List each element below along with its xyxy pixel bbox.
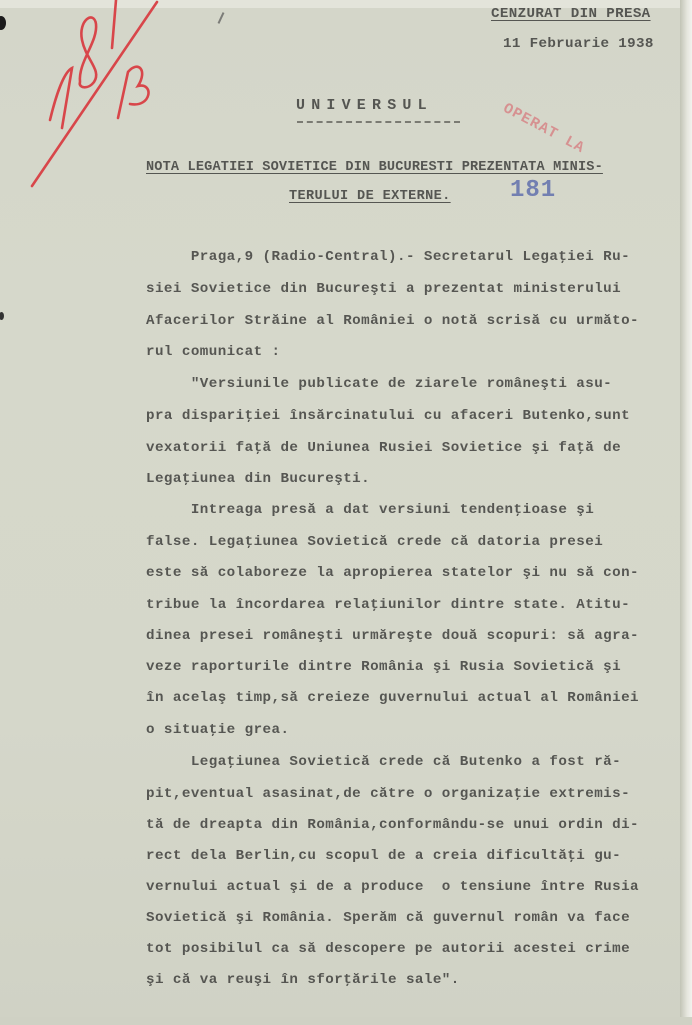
body-line: pra dispariţiei însărcinatului cu afaceri Butenko,sunt (146, 408, 631, 424)
scan-right-edge (680, 0, 692, 1025)
newspaper-underline (297, 121, 460, 123)
body-line: Legaţiunea din Bucureşti. (146, 471, 371, 487)
blue-stamp-number: 181 (510, 177, 557, 204)
document-date: 11 Februarie 1938 (503, 36, 654, 52)
body-line: Legaţiunea Sovietică crede că Butenko a fost ră- (146, 754, 622, 770)
body-line: în acelaş timp,să creieze guvernului actual al României (146, 690, 640, 706)
article-title-line-1: NOTA LEGATIEI SOVIETICE DIN BUCURESTI PREZENTATA MINIS- (146, 160, 603, 175)
body-line: vexatorii faţă de Uniunea Rusiei Sovietice şi faţă de (146, 440, 622, 456)
body-line: vernului actual şi de a produce o tensiune între Rusia (146, 879, 640, 895)
body-line: şi că va reuşi în sforţările sale". (146, 972, 460, 988)
body-line: o situaţie grea. (146, 722, 290, 738)
body-line: Sovietică şi România. Sperăm că guvernul român va face (146, 910, 631, 926)
scan-bottom-edge (0, 1017, 692, 1025)
body-line: dinea presei româneşti urmăreşte două scopuri: să agra- (146, 628, 640, 644)
article-title-line-2: TERULUI DE EXTERNE. (289, 189, 451, 204)
body-line: tribue la încordarea relaţiunilor dintre state. Atitu- (146, 597, 631, 613)
body-line: tă de dreapta din România,conformându-se unui ordin di- (146, 817, 640, 833)
operat-stamp: OPERAT LA (500, 100, 588, 158)
body-line: siei Sovietice din Bucureşti a prezentat ministerului (146, 281, 622, 297)
body-line: Intreaga presă a dat versiuni tendenţioase şi (146, 502, 595, 518)
body-line: "Versiunile publicate de ziarele româneşti asu- (146, 376, 613, 392)
body-line: false. Legaţiunea Sovietică crede că datoria presei (146, 534, 604, 550)
body-line: este să colaboreze la apropierea statelor şi nu să con- (146, 565, 640, 581)
body-line: Praga,9 (Radio-Central).- Secretarul Legaţiei Ru- (146, 249, 631, 265)
body-line: veze raporturile dintre România şi Rusia Sovietică şi (146, 659, 622, 675)
body-line: tot posibilul ca să descopere pe autorii acestei crime (146, 941, 631, 957)
body-line: rect dela Berlin,cu scopul de a creia dificultăţi gu- (146, 848, 622, 864)
body-line: rul comunicat : (146, 344, 281, 360)
body-line: pit,eventual asasinat,de către o organizaţie extremis- (146, 786, 631, 802)
body-line: Afacerilor Străine al României o notă scrisă cu următo- (146, 313, 640, 329)
censor-header: CENZURAT DIN PRESA (491, 6, 651, 22)
newspaper-name: UNIVERSUL (296, 97, 433, 114)
